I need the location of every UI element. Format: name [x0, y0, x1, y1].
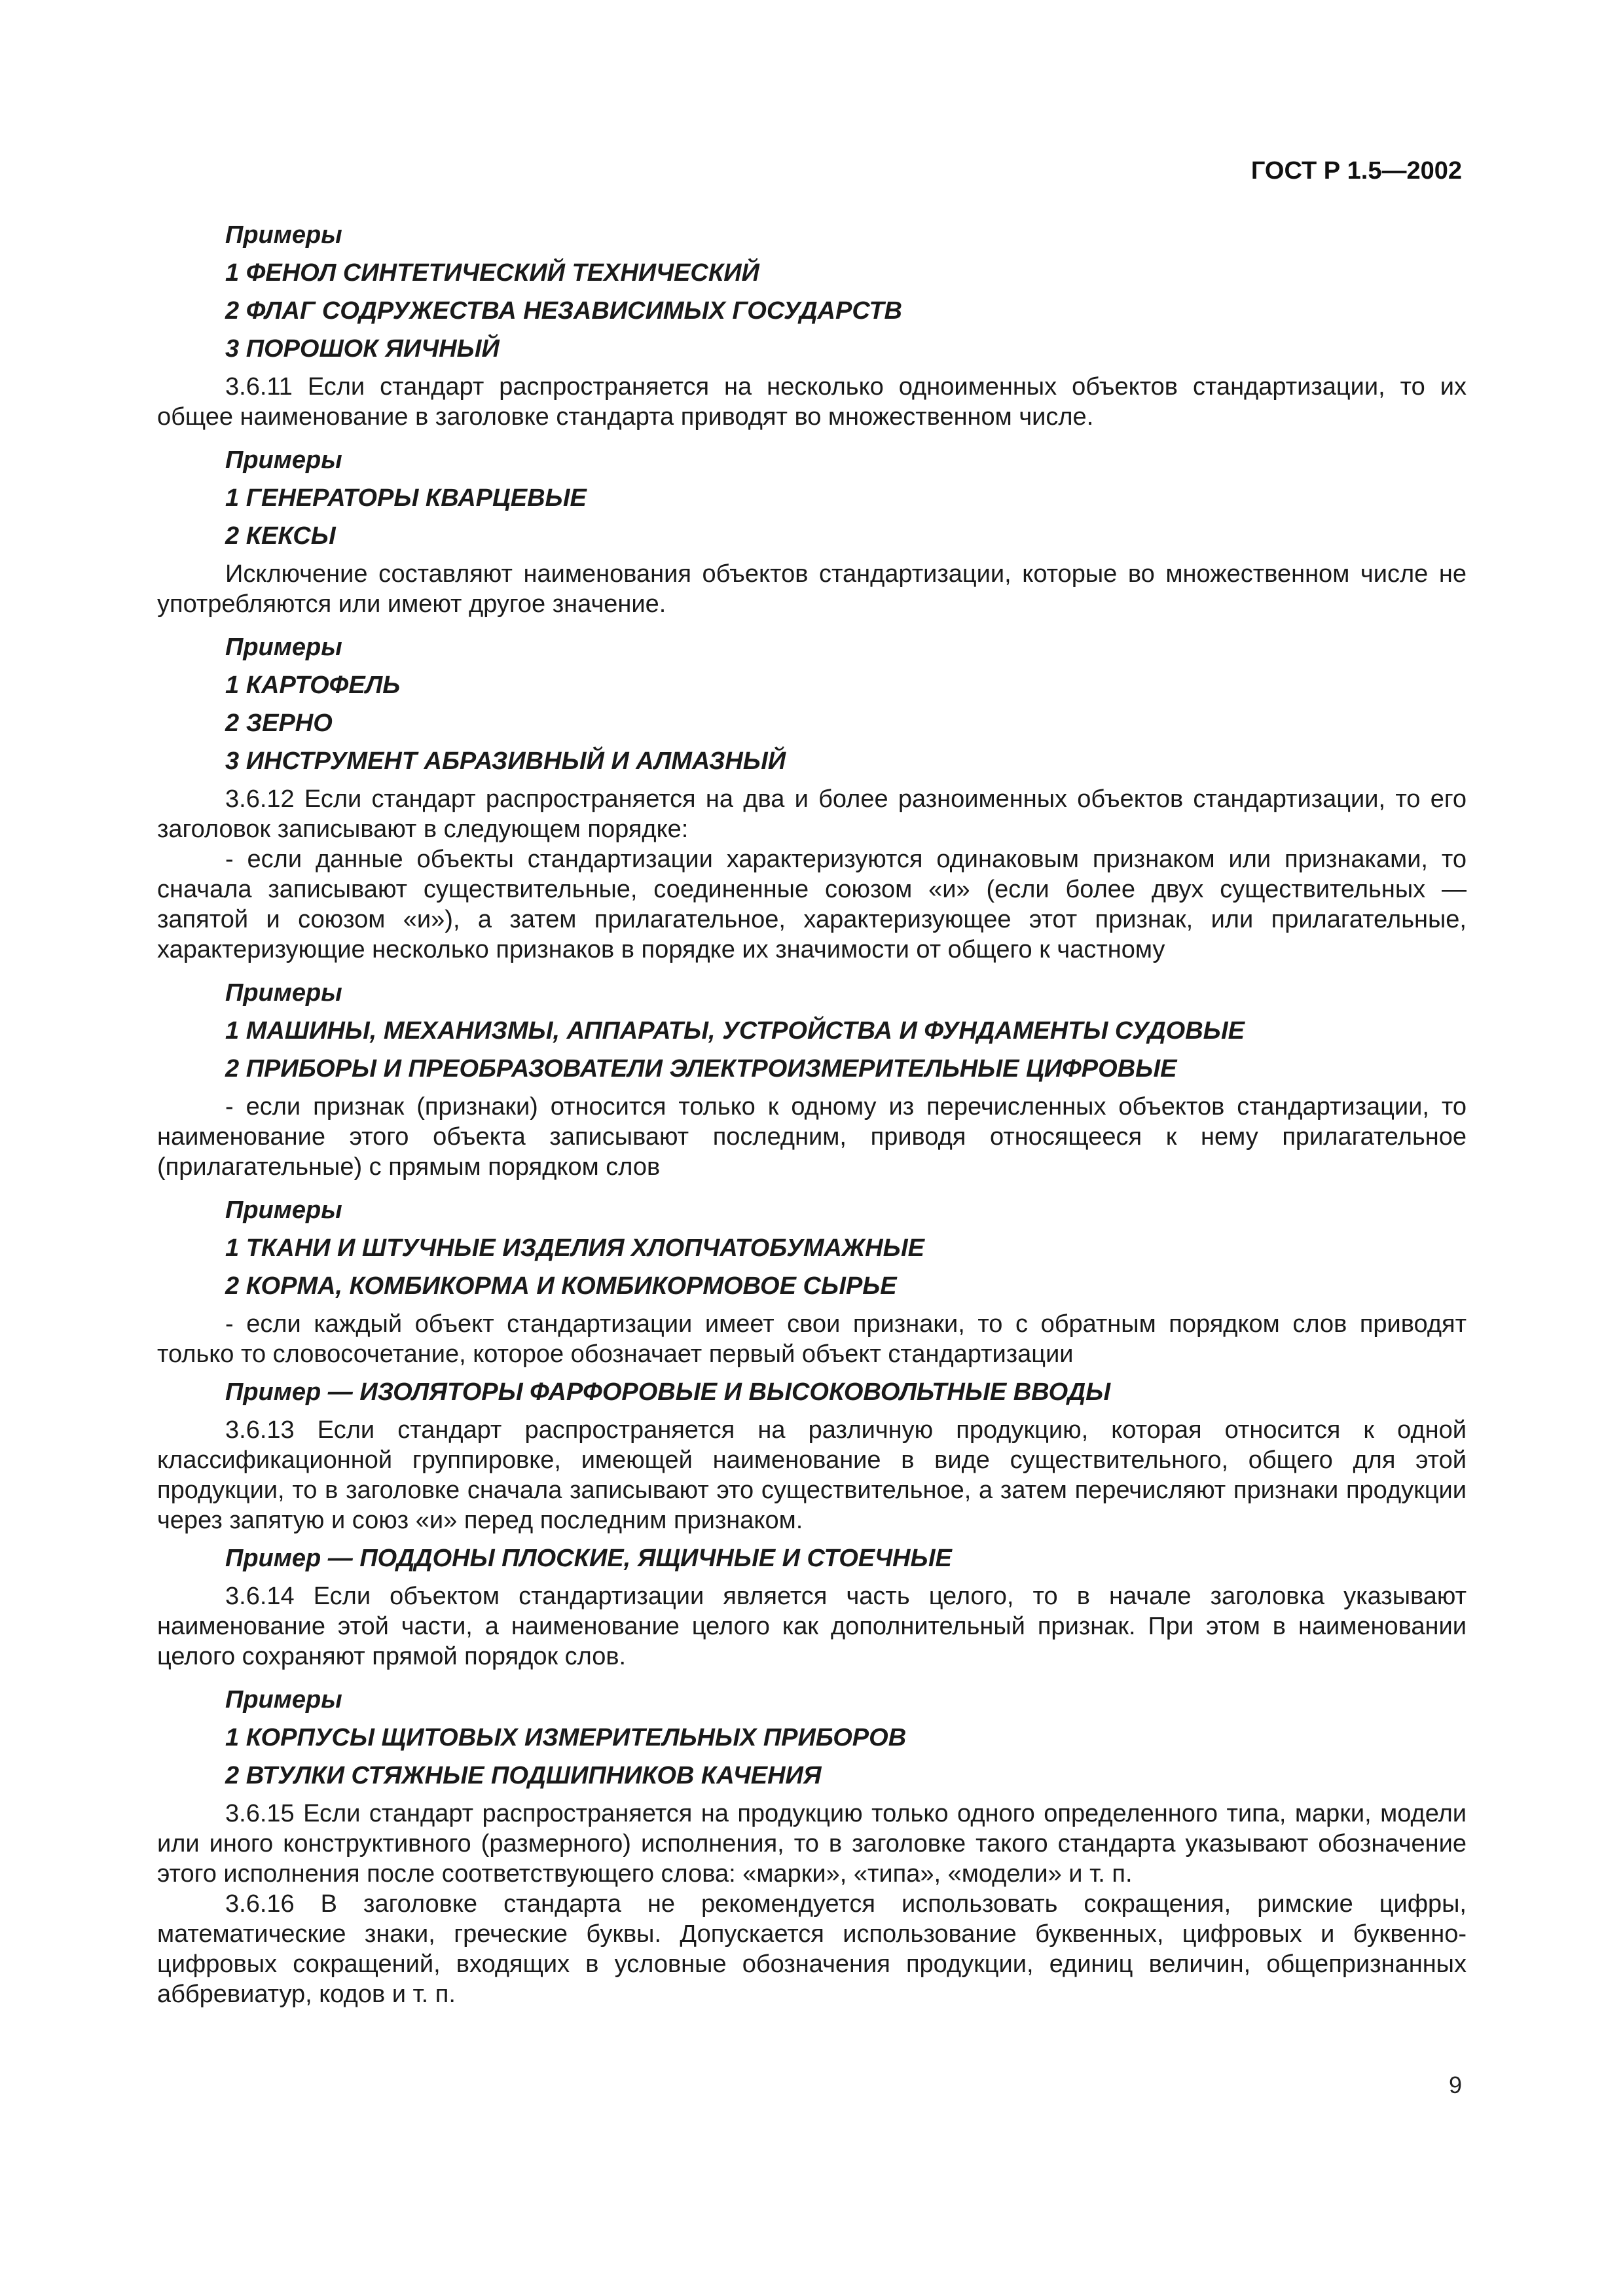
paragraph-3-6-16: 3.6.16 В заголовке стандарта не рекомендуется использовать сокращения, римские цифры, математические знаки, греческие буквы. Допускается использование буквенных, цифровых и буквенно-цифровых сокращений, входящих в условные обозначения продукции, единиц величин, общепризнанных аббревиатур, кодов и т. п. [157, 1890, 1467, 2008]
example-item: 1 ТКАНИ И ШТУЧНЫЕ ИЗДЕЛИЯ ХЛОПЧАТОБУМАЖНЫЕ [225, 1234, 924, 1262]
examples-heading: Примеры [225, 221, 342, 249]
example-inline: Пример — ПОДДОНЫ ПЛОСКИЕ, ЯЩИЧНЫЕ И СТОЕЧНЫЕ [225, 1545, 952, 1572]
example-item: 3 ПОРОШОК ЯИЧНЫЙ [225, 335, 500, 363]
paragraph-3-6-12: 3.6.12 Если стандарт распространяется на два и более разноименных объектов стандартизации, то его заголовок записывают в следующем порядке: [157, 785, 1467, 843]
example-item: 1 ФЕНОЛ СИНТЕТИЧЕСКИЙ ТЕХНИЧЕСКИЙ [225, 259, 759, 287]
example-item: 3 ИНСТРУМЕНТ АБРАЗИВНЫЙ И АЛМАЗНЫЙ [225, 747, 786, 775]
document-header: ГОСТ Р 1.5—2002 [1250, 157, 1462, 185]
paragraph-3-6-12-b: - если признак (признаки) относится только к одному из перечисленных объектов стандартизации, то наименование этого объекта записывают последним, приводя относящееся к нему прилагательное (прилагательные) с прямым порядком слов [157, 1093, 1467, 1181]
examples-heading: Примеры [225, 634, 342, 661]
page-number: 9 [1448, 2072, 1462, 2098]
example-item: 1 КОРПУСЫ ЩИТОВЫХ ИЗМЕРИТЕЛЬНЫХ ПРИБОРОВ [225, 1724, 907, 1751]
example-item: 2 ВТУЛКИ СТЯЖНЫЕ ПОДШИПНИКОВ КАЧЕНИЯ [225, 1762, 822, 1789]
example-item: 1 ГЕНЕРАТОРЫ КВАРЦЕВЫЕ [225, 484, 587, 512]
paragraph-3-6-13: 3.6.13 Если стандарт распространяется на различную продукцию, которая относится к одной классификационной группировке, имеющей наименование в виде существительного, общего для этой продукции, то в заголовке сначала записывают это существительное, а затем перечисляют признаки продукции через запятую и союз «и» перед последним признаком. [157, 1416, 1467, 1534]
example-item: 1 МАШИНЫ, МЕХАНИЗМЫ, АППАРАТЫ, УСТРОЙСТВА И ФУНДАМЕНТЫ СУДОВЫЕ [225, 1017, 1245, 1045]
example-item: 2 ПРИБОРЫ И ПРЕОБРАЗОВАТЕЛИ ЭЛЕКТРОИЗМЕРИТЕЛЬНЫЕ ЦИФРОВЫЕ [225, 1055, 1177, 1083]
example-item: 2 ФЛАГ СОДРУЖЕСТВА НЕЗАВИСИМЫХ ГОСУДАРСТВ [225, 297, 902, 325]
examples-heading: Примеры [225, 979, 342, 1007]
document-body [157, 220, 1467, 2009]
example-item: 2 КОРМА, КОМБИКОРМА И КОМБИКОРМОВОЕ СЫРЬЕ [225, 1272, 897, 1300]
paragraph-3-6-12-a: - если данные объекты стандартизации характеризуются одинаковым признаком или признаками, то сначала записывают существительные, соединенные союзом «и» (если более двух существительных — запятой и союзом «и»), а затем прилагательное, характеризующее этот признак, или прилагательные, характеризующие несколько признаков в порядке их значимости от общего к частному [157, 846, 1467, 963]
examples-heading: Примеры [225, 446, 342, 474]
example-item: 2 ЗЕРНО [225, 709, 333, 737]
paragraph-3-6-12-c: - если каждый объект стандартизации имеет свои признаки, то с обратным порядком слов приводят только то словосочетание, которое обозначает первый объект стандартизации [157, 1310, 1467, 1368]
example-inline: Пример — ИЗОЛЯТОРЫ ФАРФОРОВЫЕ И ВЫСОКОВОЛЬТНЫЕ ВВОДЫ [225, 1378, 1111, 1406]
example-item: 2 КЕКСЫ [225, 522, 336, 550]
examples-heading: Примеры [225, 1686, 342, 1713]
paragraph-3-6-15: 3.6.15 Если стандарт распространяется на продукцию только одного определенного типа, марки, модели или иного конструктивного (размерного) исполнения, то в заголовке такого стандарта указывают обозначение этого исполнения после соответствующего слова: «марки», «типа», «модели» и т. п. [157, 1800, 1467, 1888]
paragraph-3-6-11: 3.6.11 Если стандарт распространяется на несколько одноименных объектов стандартизации, то их общее наименование в заголовке стандарта приводят во множественном числе. [157, 373, 1467, 431]
example-item: 1 КАРТОФЕЛЬ [225, 672, 401, 699]
paragraph-3-6-14: 3.6.14 Если объектом стандартизации является часть целого, то в начале заголовка указывают наименование этой части, а наименование целого как дополнительный признак. При этом в наименовании целого сохраняют прямой порядок слов. [157, 1583, 1467, 1670]
examples-heading: Примеры [225, 1196, 342, 1224]
paragraph-exception: Исключение составляют наименования объектов стандартизации, которые во множественном числе не употребляются или имеют другое значение. [157, 560, 1467, 618]
